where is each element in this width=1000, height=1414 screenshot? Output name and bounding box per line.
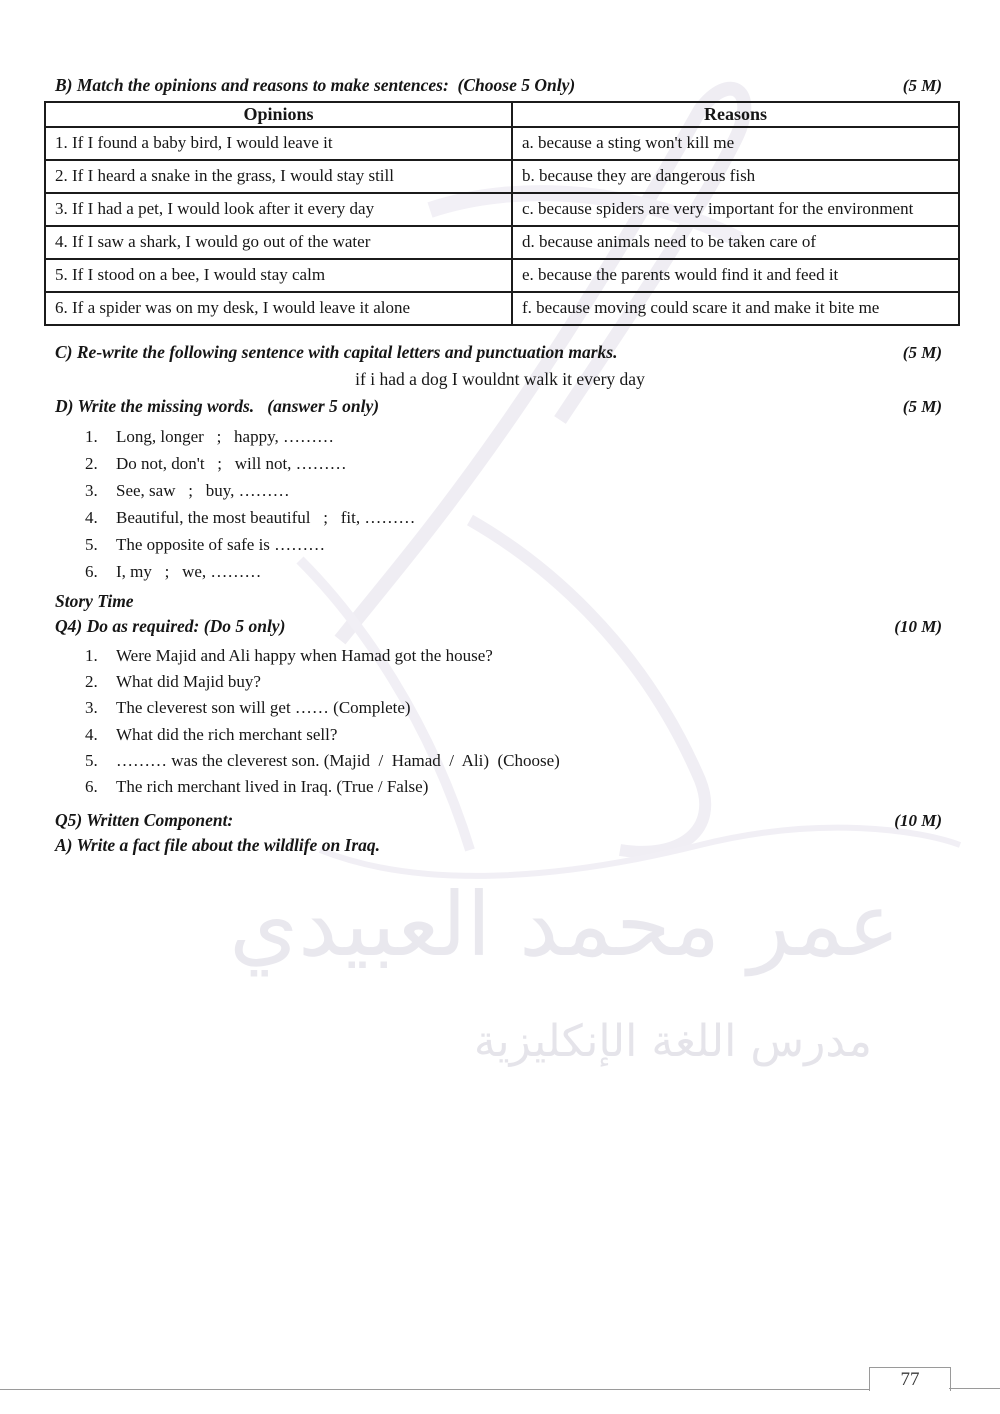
reasons-column-header: Reasons <box>512 102 959 127</box>
item-number: 1. <box>85 646 98 665</box>
list-item <box>0 450 1000 477</box>
page-number: 77 <box>900 1369 920 1390</box>
section-b-marks: (5 M) <box>902 76 942 95</box>
footer-rule-right <box>949 1388 1000 1389</box>
item-text: ……… was the cleverest son. (Majid / Hamad / Ali) (Choose) <box>116 750 560 770</box>
opinion-cell: 2. If I heard a snake in the grass, I would stay still <box>45 160 512 193</box>
section-d-list <box>0 423 1000 585</box>
section-d-heading-row <box>55 395 942 418</box>
list-item <box>0 477 1000 504</box>
item-number: 6. <box>85 777 98 797</box>
q5-sub-heading: A) Write a fact file about the wildlife on Iraq. <box>55 835 381 856</box>
section-c-heading-row <box>55 341 942 364</box>
section-d-marks: (5 M) <box>902 397 942 416</box>
q4-list <box>0 643 1000 800</box>
item-text: The opposite of safe is ……… <box>116 535 326 554</box>
reason-cell: b. because they are dangerous fish <box>512 160 959 193</box>
section-c-marks: (5 M) <box>902 343 942 362</box>
item-number: 1. <box>85 427 98 446</box>
q5-heading: Q5) Written Component: <box>55 810 234 831</box>
exam-content <box>0 74 1000 858</box>
list-item <box>0 695 1000 721</box>
item-number: 3. <box>85 481 98 500</box>
section-c-heading: C) Re-write the following sentence with capital letters and punctuation marks. <box>55 342 618 362</box>
item-text: What did the rich merchant sell? <box>116 724 338 744</box>
item-text: What did Majid buy? <box>116 672 261 692</box>
table-row <box>45 127 959 160</box>
story-time-label: Story Time <box>55 591 134 611</box>
item-number: 2. <box>85 672 98 692</box>
opinion-cell: 4. If I saw a shark, I would go out of the water <box>45 226 512 259</box>
item-number: 4. <box>85 508 98 527</box>
opinion-cell: 6. If a spider was on my desk, I would leave it alone <box>45 292 512 325</box>
q4-marks: (10 M) <box>894 617 942 636</box>
opinion-cell: 5. If I stood on a bee, I would stay calm <box>45 259 512 292</box>
reason-cell: c. because spiders are very important for the environment <box>512 193 959 226</box>
item-text: Long, longer ; happy, ……… <box>116 427 334 446</box>
reason-cell: d. because animals need to be taken care of <box>512 226 959 259</box>
page-number-tab <box>869 1367 951 1391</box>
watermark-arabic-title: مدرس اللغة الإنكليزية <box>473 1016 872 1067</box>
list-item <box>0 504 1000 531</box>
opinions-column-header: Opinions <box>45 102 512 127</box>
watermark-arabic-name: عمر محمد العبيدي <box>229 873 900 976</box>
table-row <box>45 259 959 292</box>
q4-heading-row <box>55 615 942 638</box>
section-b-heading-row <box>55 74 942 97</box>
section-b-heading: B) Match the opinions and reasons to make sentences: (Choose 5 Only) <box>55 75 576 95</box>
item-text: I, my ; we, ……… <box>116 562 262 581</box>
item-number: 4. <box>85 724 98 744</box>
item-number: 3. <box>85 698 98 718</box>
item-text: Were Majid and Ali happy when Hamad got the house? <box>116 646 493 665</box>
opinion-cell: 1. If I found a baby bird, I would leave it <box>45 127 512 160</box>
list-item <box>0 558 1000 585</box>
item-text: The cleverest son will get …… (Complete) <box>116 698 411 718</box>
list-item <box>0 423 1000 450</box>
reason-cell: a. because a sting won't kill me <box>512 127 959 160</box>
table-row <box>45 292 959 325</box>
item-number: 2. <box>85 454 98 473</box>
list-item <box>0 748 1000 774</box>
section-c-sentence: if i had a dog I wouldnt walk it every day <box>355 369 645 389</box>
table-row <box>45 160 959 193</box>
item-text: The rich merchant lived in Iraq. (True / False) <box>116 777 429 797</box>
list-item <box>0 643 1000 669</box>
item-text: Do not, don't ; will not, ……… <box>116 454 347 473</box>
reason-cell: e. because the parents would find it and feed it <box>512 259 959 292</box>
q4-heading: Q4) Do as required: (Do 5 only) <box>55 616 286 636</box>
section-d-heading: D) Write the missing words. (answer 5 only) <box>55 396 380 416</box>
list-item <box>0 531 1000 558</box>
q5-heading-row <box>55 809 942 832</box>
list-item <box>0 774 1000 800</box>
item-number: 5. <box>85 750 98 770</box>
item-text: See, saw ; buy, ……… <box>116 481 290 500</box>
opinion-cell: 3. If I had a pet, I would look after it every day <box>45 193 512 226</box>
item-number: 5. <box>85 535 98 554</box>
matching-table <box>44 101 960 326</box>
list-item <box>0 669 1000 695</box>
reason-cell: f. because moving could scare it and make it bite me <box>512 292 959 325</box>
item-number: 6. <box>85 562 98 581</box>
table-row <box>45 193 959 226</box>
table-row <box>45 226 959 259</box>
table-header-row <box>45 102 959 127</box>
q5-marks: (10 M) <box>894 811 942 831</box>
item-text: Beautiful, the most beautiful ; fit, ……… <box>116 508 416 527</box>
list-item <box>0 722 1000 748</box>
footer-rule-left <box>0 1389 869 1390</box>
